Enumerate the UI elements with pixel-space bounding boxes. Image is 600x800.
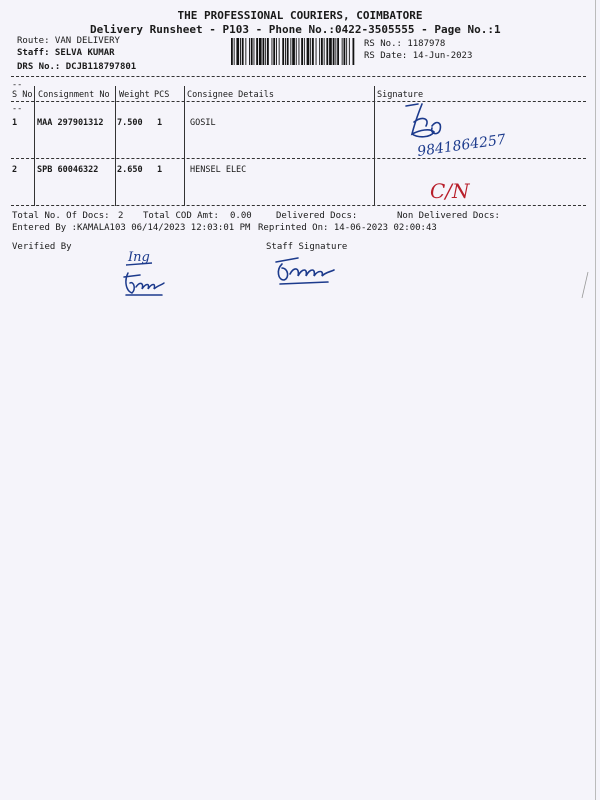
barcode-bar xyxy=(299,38,300,65)
col-header-signature: Signature xyxy=(377,90,424,100)
col-divider xyxy=(34,86,35,206)
barcode-bar xyxy=(310,38,311,65)
handwritten-cn-note: C/N xyxy=(430,179,470,203)
rule-fragment-2: -- xyxy=(12,104,23,114)
non-delivered-docs-label: Non Delivered Docs: xyxy=(397,211,500,221)
barcode-bar xyxy=(249,38,250,65)
barcode-bar xyxy=(242,38,244,65)
barcode-bar xyxy=(256,38,258,65)
barcode-bar xyxy=(349,38,350,65)
col-divider xyxy=(374,86,375,206)
barcode-bar xyxy=(307,38,310,65)
barcode-bar xyxy=(326,38,328,65)
col-header-consignee: Consignee Details xyxy=(187,90,274,100)
verified-by-label: Verified By xyxy=(12,242,72,252)
table-row-weight: 2.650 xyxy=(117,165,143,175)
entered-by: Entered By :KAMALA103 06/14/2023 12:03:01 PM xyxy=(12,223,251,233)
barcode-bar xyxy=(272,38,273,65)
barcode-bar xyxy=(342,38,343,65)
barcode-bar xyxy=(301,38,303,65)
barcode-bar xyxy=(282,38,284,65)
reprinted-on: Reprinted On: 14-06-2023 02:00:43 xyxy=(258,223,437,233)
table-row-consignee: GOSIL xyxy=(190,118,216,128)
staff-signature-image xyxy=(272,252,352,288)
handwritten-phone-number: 9841864257 xyxy=(416,131,507,160)
verified-signature-image xyxy=(118,243,178,301)
barcode-bar xyxy=(344,38,346,65)
total-cod-value: 0.00 xyxy=(230,211,252,221)
barcode-bar xyxy=(296,38,297,65)
drs-number: DRS No.: DCJB118797801 xyxy=(17,62,137,72)
barcode-bar xyxy=(234,38,235,65)
delivered-docs-label: Delivered Docs: xyxy=(276,211,358,221)
barcode-bar xyxy=(273,38,275,65)
barcode-bar xyxy=(251,38,253,65)
barcode-bar xyxy=(240,38,241,65)
total-docs-label: Total No. Of Docs: xyxy=(12,211,110,221)
signature-row2-image xyxy=(426,176,486,204)
barcode-bar xyxy=(263,38,265,65)
table-row-consignment: SPB 60046322 xyxy=(37,165,99,175)
barcode-bar xyxy=(333,38,335,65)
scan-mark xyxy=(578,270,592,300)
col-header-consignment: Consignment No xyxy=(38,90,110,100)
barcode-bar xyxy=(353,38,355,65)
col-divider xyxy=(115,86,116,206)
total-cod-label: Total COD Amt: xyxy=(143,211,219,221)
barcode-bar xyxy=(265,38,266,65)
barcode-bar xyxy=(321,38,323,65)
table-row-sno: 1 xyxy=(12,118,18,128)
table-row-consignment: MAA 297901312 xyxy=(37,118,104,128)
barcode-bar xyxy=(245,38,246,65)
rule-top xyxy=(11,76,586,77)
barcode-bar xyxy=(337,38,339,65)
barcode-bar xyxy=(279,38,280,65)
barcode-bar xyxy=(324,38,325,65)
col-header-sno: S No xyxy=(12,90,33,100)
barcode-bar xyxy=(287,38,289,65)
staff-signature-label: Staff Signature xyxy=(266,242,348,252)
barcode-image xyxy=(231,38,355,65)
barcode-bar xyxy=(292,38,295,65)
company-title: THE PROFESSIONAL COURIERS, COIMBATORE xyxy=(177,9,423,22)
col-header-pcs: PCS xyxy=(154,90,170,100)
table-row-weight: 7.500 xyxy=(117,118,143,128)
staff-label: Staff: SELVA KUMAR xyxy=(17,48,115,58)
barcode-bar xyxy=(304,38,305,65)
barcode-bar xyxy=(285,38,286,65)
barcode-bar xyxy=(259,38,262,65)
rs-number: RS No.: 1187978 xyxy=(364,39,446,49)
barcode-bar xyxy=(276,38,277,65)
barcode-bar xyxy=(329,38,332,65)
rule-fragment: -- xyxy=(12,80,23,90)
handwritten-verified-initial: Ing xyxy=(128,250,150,265)
barcode-bar xyxy=(267,38,269,65)
barcode-bar xyxy=(290,38,291,65)
table-row-pcs: 1 xyxy=(157,165,163,175)
barcode-bar xyxy=(319,38,320,65)
rs-date: RS Date: 14-Jun-2023 xyxy=(364,51,473,61)
signature-row1-image xyxy=(400,100,540,162)
barcode-bar xyxy=(335,38,336,65)
table-row-pcs: 1 xyxy=(157,118,163,128)
barcode-bar xyxy=(254,38,255,65)
col-header-weight: Weight xyxy=(119,90,150,100)
barcode-bar xyxy=(312,38,314,65)
table-row-consignee: HENSEL ELEC xyxy=(190,165,247,175)
col-divider xyxy=(184,86,185,206)
total-docs-value: 2 xyxy=(118,211,124,221)
runsheet-subtitle: Delivery Runsheet - P103 - Phone No.:0422-3505555 - Page No.:1 xyxy=(90,23,501,36)
page-edge xyxy=(595,0,596,800)
barcode-bar xyxy=(236,38,239,65)
route-label: Route: VAN DELIVERY xyxy=(17,36,120,46)
barcode-bar xyxy=(316,38,317,65)
barcode-bar xyxy=(231,38,233,65)
table-row-sno: 2 xyxy=(12,165,18,175)
rule-table-bottom xyxy=(11,205,586,206)
barcode-bar xyxy=(346,38,347,65)
